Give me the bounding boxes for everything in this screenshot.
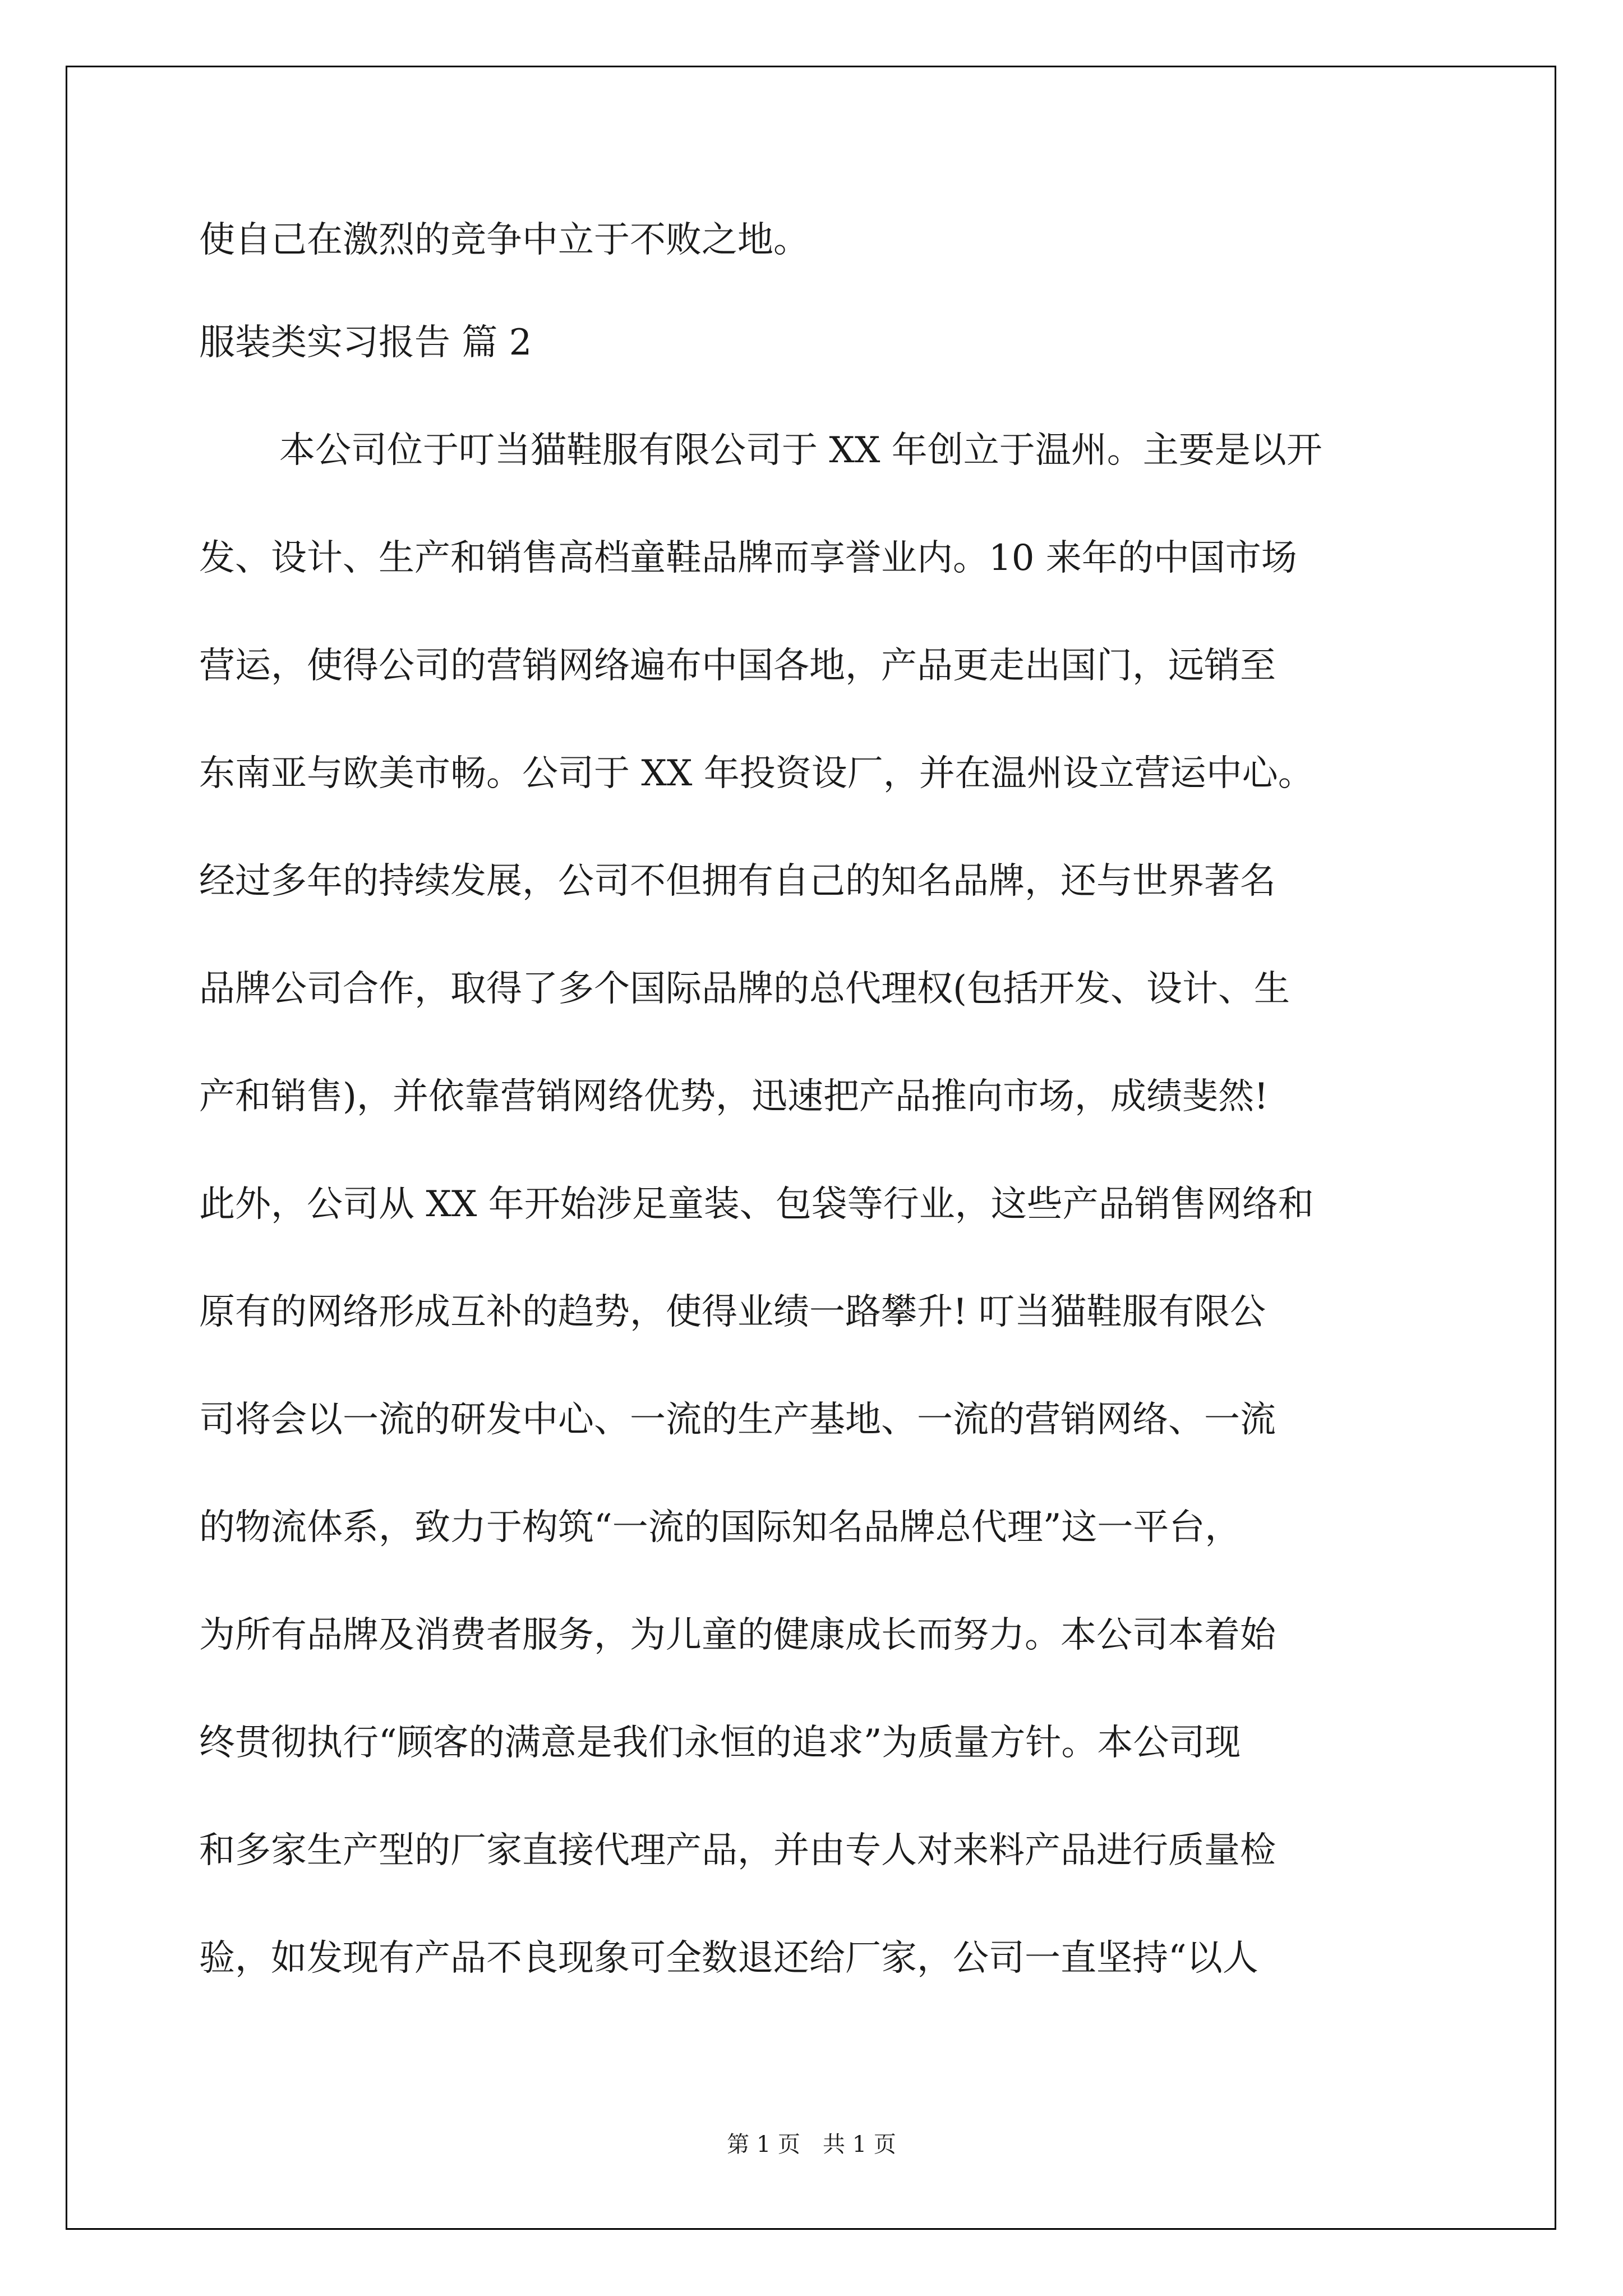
text-line: 此外，公司从 XX 年开始涉足童装、包袋等行业，这些产品销售网络和 [199,1184,1314,1225]
text-line: 终贯彻执行“顾客的满意是我们永恒的追求”为质量方针。本公司现 [199,1722,1241,1764]
page-border [66,66,1556,2230]
paragraph-first-line: 本公司位于叮当猫鞋服有限公司于 XX 年创立于温州。主要是以开 [279,430,1322,471]
text-line: 使自己在激烈的竞争中立于不败之地。 [199,219,809,261]
text-line: 的物流体系，致力于构筑“一流的国际知名品牌总代理”这一平台， [199,1507,1241,1548]
text-line: 发、设计、生产和销售高档童鞋品牌而享誉业内。10 来年的中国市场 [199,537,1297,579]
text-line: 产和销售)，并依靠营销网络优势，迅速把产品推向市场，成绩斐然! [199,1076,1269,1117]
text-line: 东南亚与欧美市畅。公司于 XX 年投资设厂，并在温州设立营运中心。 [199,753,1314,794]
text-line: 经过多年的持续发展，公司不但拥有自己的知名品牌，还与世界著名 [199,861,1276,902]
text-line: 营运，使得公司的营销网络遍布中国各地，产品更走出国门，远销至 [199,645,1276,687]
text-line: 验，如发现有产品不良现象可全数退还给厂家，公司一直坚持“以人 [199,1938,1258,1979]
text-line: 司将会以一流的研发中心、一流的生产基地、一流的营销网络、一流 [199,1399,1276,1441]
section-heading: 服装类实习报告 篇 2 [199,322,532,364]
text-line: 和多家生产型的厂家直接代理产品，并由专人对来料产品进行质量检 [199,1830,1276,1871]
page-number-footer: 第 1 页 共 1 页 [727,2132,896,2157]
text-line: 为所有品牌及消费者服务，为儿童的健康成长而努力。本公司本着始 [199,1614,1276,1656]
text-line: 品牌公司合作，取得了多个国际品牌的总代理权(包括开发、设计、生 [199,968,1290,1010]
text-line: 原有的网络形成互补的趋势，使得业绩一路攀升! 叮当猫鞋服有限公 [199,1291,1266,1333]
